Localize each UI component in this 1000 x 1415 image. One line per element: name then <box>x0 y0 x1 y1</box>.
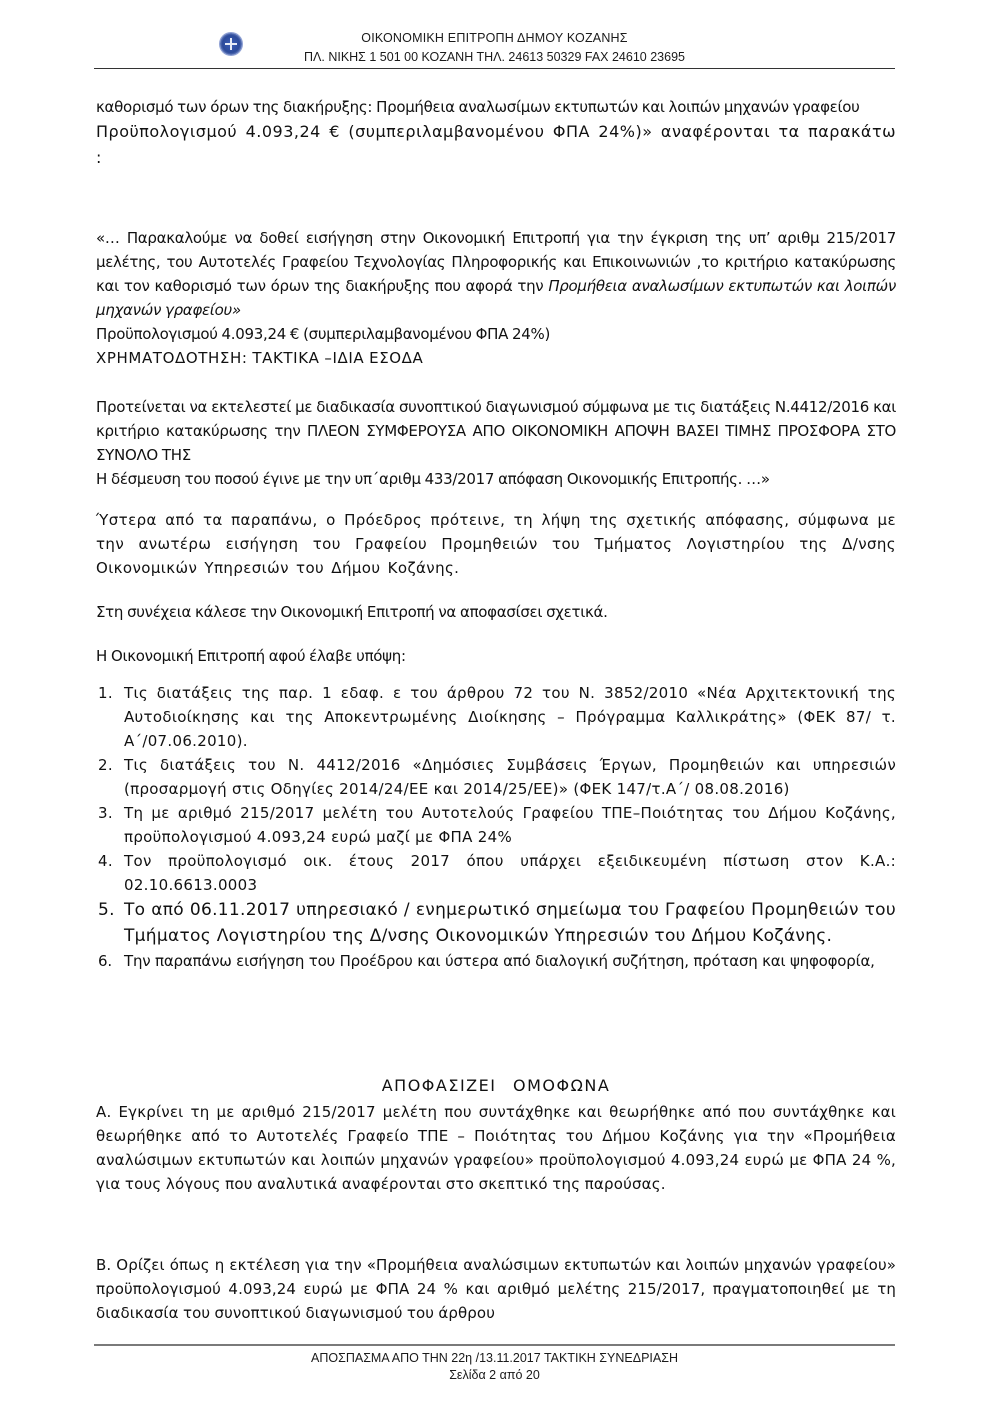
list-item <box>96 949 896 973</box>
list-number: 6. <box>98 952 112 970</box>
list-number: 4. <box>98 852 113 870</box>
proposal-block <box>96 395 896 491</box>
intro-line-2: Προϋπολογισμού 4.093,24 € (συμπεριλαμβανομένου ΦΠΑ 24%)» αναφέρονται τα παρακάτω : <box>96 122 896 167</box>
list-text: Την παραπάνω εισήγηση του Προέδρου και ύστερα από διαλογική συζήτηση, πρόταση και ψηφοφορία, <box>124 952 875 970</box>
committee-title: ΟΙΚΟΝΟΜΙΚΗ ΕΠΙΤΡΟΠΗ ΔΗΜΟΥ ΚΟΖΑΝΗΣ <box>361 31 628 45</box>
quote-paragraph <box>96 226 896 322</box>
header-divider <box>94 68 895 69</box>
list-number: 3. <box>98 804 113 822</box>
call-text: Στη συνέχεια κάλεσε την Οικονομική Επιτροπή να αποφασίσει σχετικά. <box>96 603 608 621</box>
footer-divider <box>94 1344 895 1346</box>
list-text: Τη με αριθμό 215/2017 μελέτη του Αυτοτελούς Γραφείου ΤΠΕ–Ποιότητας του Δήμου Κοζάνης, προϋπολογισμού 4.093,24 ευρώ μαζί με ΦΠΑ 24% <box>124 804 896 846</box>
list-number: 2. <box>98 756 113 774</box>
committee-address: ΠΛ. ΝΙΚΗΣ 1 501 00 ΚΟΖΑΝΗ ΤΗΛ. 24613 50329 FAX 24610 23695 <box>304 50 685 64</box>
quote-budget: Προϋπολογισμού 4.093,24 € (συμπεριλαμβανομένου ΦΠΑ 24%) <box>96 325 551 343</box>
list-item <box>96 849 896 897</box>
considering-paragraph <box>96 644 896 668</box>
list-item <box>96 897 896 949</box>
proposal-text: Προτείνεται να εκτελεστεί με διαδικασία συνοπτικού διαγωνισμού σύμφωνα με τις διατάξεις Ν.4412/2016 και κριτήριο κατακύρωσης την ΠΛΕΟΝ ΣΥΜΦΕΡΟΥΣΑ ΑΠΟ ΟΙΚΟΝΟΜΙΚΗ ΑΠΟΨΗ ΒΑΣΕΙ ΤΙΜΗΣ ΠΡΟΣΦΟΡΑ ΣΤΟ ΣΥΝΟΛΟ ΤΗΣ <box>96 398 896 464</box>
list-text: Το από 06.11.2017 υπηρεσιακό / ενημερωτικό σημείωμα του Γραφείου Προμηθειών του Τμήματος Λογιστηρίου της Δ/νσης Οικονομικών Υπηρεσιών του Δήμου Κοζάνης. <box>124 900 896 946</box>
commitment-text: Η δέσμευση του ποσού έγινε με την υπ΄αριθμ 433/2017 απόφαση Οικονομικής Επιτροπής. …» <box>96 470 770 488</box>
considerations-list <box>96 681 896 973</box>
decision-a-text: Α. Εγκρίνει τη με αριθμό 215/2017 μελέτη που συντάχθηκε και θεωρήθηκε από που συντάχθηκε και θεωρήθηκε από το Αυτοτελές Γραφείο ΤΠΕ – Ποιότητας του Δήμου Κοζάνης για την «Προμήθεια αναλώσιμων εκτυπωτών και λοιπών μηχανών γραφείου» προϋπολογισμού 4.093,24 ευρώ με ΦΠΑ 24 %, για τους λόγους που αναλυτικά αναφέρονται στο σκεπτικό της παρούσας. <box>96 1103 896 1193</box>
call-paragraph <box>96 600 896 624</box>
decision-b-text: Β. Ορίζει όπως η εκτέλεση για την «Προμήθεια αναλώσιμων εκτυπωτών και λοιπών μηχανών γραφείου» προϋπολογισμού 4.093,24 ευρώ με ΦΠΑ 24 % και αριθμό μελέτης 215/2017, πραγματοποιηθεί με τη διαδικασία του συνοπτικού διαγωνισμού του άρθρου <box>96 1256 896 1322</box>
footer-page-number: Σελίδα 2 από 20 <box>449 1368 540 1382</box>
list-text: Τις διατάξεις του Ν. 4412/2016 «Δημόσιες Συμβάσεις Έργων, Προμηθειών και υπηρεσιών (προσαρμογή στις Οδηγίες 2014/24/ΕΕ και 2014/25/ΕΕ)» (ΦΕΚ 147/τ.Α΄/ 08.08.2016) <box>124 756 896 798</box>
list-text: Τον προϋπολογισμό οικ. έτους 2017 όπου υπάρχει εξειδικευμένη πίστωση στον Κ.Α.: 02.10.6613.0003 <box>124 852 896 894</box>
president-proposal-paragraph <box>96 508 896 580</box>
quote-block <box>96 226 896 370</box>
decision-a <box>96 1100 896 1196</box>
list-item <box>96 753 896 801</box>
footer-session: ΑΠΟΣΠΑΣΜΑ ΑΠΟ ΤΗΝ 22η /13.11.2017 ΤΑΚΤΙΚΗ ΣΥΝΕΔΡΙΑΣΗ <box>311 1351 678 1365</box>
considering-text: Η Οικονομική Επιτροπή αφού έλαβε υπόψη: <box>96 647 406 665</box>
quote-text: «… Παρακαλούμε να δοθεί εισήγηση στην Οικονομική Επιτροπή για την έγκριση της υπ’ αριθμ 215/2017 μελέτης, του Αυτοτελές Γραφείου Τεχνολογίας Πληροφορικής και Επικοινωνιών ,το κριτήριο κατακύρωσης και τον καθορισμό των όρων της διακήρυξης που αφορά την <box>96 229 896 295</box>
page-header <box>94 16 895 70</box>
quote-italic-subject: Προμήθεια αναλωσίμων εκτυπωτών και λοιπών μηχανών γραφείου» <box>96 277 896 319</box>
list-text: Τις διατάξεις της παρ. 1 εδαφ. ε του άρθρου 72 του Ν. 3852/2010 «Νέα Αρχιτεκτονική της Αυτοδιοίκησης και της Αποκεντρωμένης Διοίκησης – Πρόγραμμα Καλλικράτης» (ΦΕΚ 87/ τ. Α΄/07.06.2010). <box>124 684 896 750</box>
list-number: 1. <box>98 684 113 702</box>
decision-b <box>96 1253 896 1325</box>
intro-paragraph <box>96 95 896 171</box>
quote-funding: ΧΡΗΜΑΤΟΔΟΤΗΣΗ: ΤΑΚΤΙΚΑ –ΙΔΙΑ ΕΣΟΔΑ <box>96 349 424 367</box>
list-number: 5. <box>98 900 115 920</box>
intro-line-1: καθορισμό των όρων της διακήρυξης: Προμήθεια αναλωσίμων εκτυπωτών και λοιπών μηχανών γραφείου <box>96 98 860 116</box>
decision-heading: ΑΠΟΦΑΣΙΖΕΙ ΟΜΟΦΩΝΑ <box>381 1076 611 1095</box>
president-proposal-text: Ύστερα από τα παραπάνω, ο Πρόεδρος πρότεινε, τη λήψη της σχετικής απόφασης, σύμφωνα με την ανωτέρω εισήγηση του Γραφείου Προμηθειών του Τμήματος Λογιστηρίου της Δ/νσης Οικονομικών Υπηρεσιών του Δήμου Κοζάνης. <box>96 511 896 577</box>
list-item <box>96 801 896 849</box>
list-item <box>96 681 896 753</box>
